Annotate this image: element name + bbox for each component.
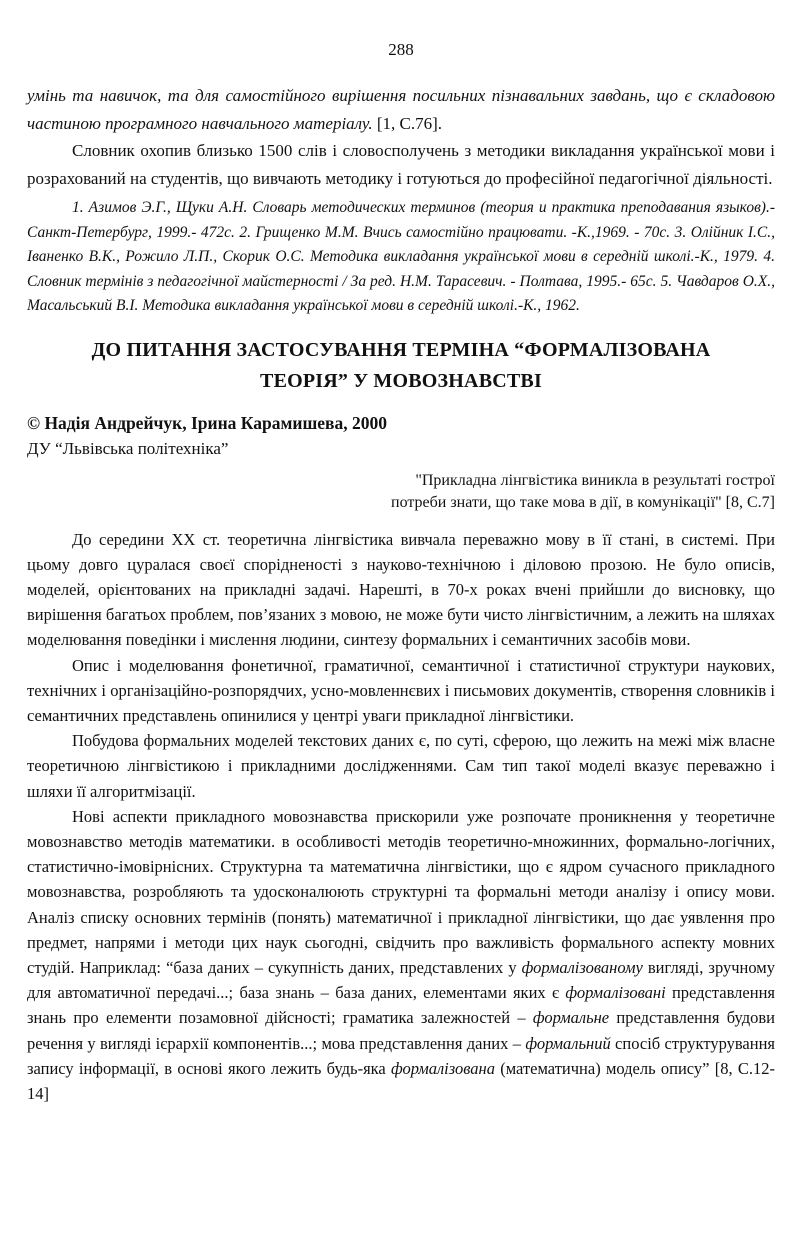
- page-number: 288: [388, 40, 414, 59]
- p4-text: Нові аспекти прикладного мовознавства прискорили уже розпочате проникнення у теоретичне мовознавство методів математики. в особливості методів теоретично-множинних, формально-логічних, статистично-імовірнісних. Структурна та математична лінгвістики, що є ядром сучасного прикладного мовознавства, розробляють та удосконалюють структурні та формальні методи аналізу і опису мови. Аналіз списку основних термінів (понять) математичної і прикладної лінгвістики, що дає уявлення про предмет, напрями і методи цих наук сьогодні, свідчить про важливість формального аспекту мовних студій. Наприклад: “база даних – сукупність даних, представлених у: [27, 806, 775, 977]
- article-title-line2: ТЕОРІЯ” У МОВОЗНАВСТВІ: [260, 369, 542, 392]
- article-body: [27, 527, 775, 1107]
- article-title-line1: ДО ПИТАННЯ ЗАСТОСУВАННЯ ТЕРМІНА “ФОРМАЛІЗОВАНА: [91, 338, 711, 361]
- p4-text: спосіб структурування запису інформації, в основі якого лежить будь-яка: [27, 1033, 776, 1078]
- references-block: 1. Азимов Э.Г., Щуки А.Н. Словарь методических терминов (теория и практика преподавания языков).- Санкт-Петербург, 1999.- 472с. 2. Грищенко М.М. Вчись самостійно працювати. -К.,1969. - 70с. 3. Олійник І.С., Іваненко В.К., Рожило Л.П., Скорик О.С. Методика викладання української мови в середній школі.-К., 1979. 4. Словник термінів з педагогічної майстерності / За ред. Н.М. Тарасевич. - Полтава, 1995.- 65с. 5. Чавдаров О.Х., Масальський В.І. Методика викладання української мови в середній школі.-К., 1962.: [27, 199, 775, 314]
- epigraph-quote: "Прикладна лінгвістика виникла в результаті гострої потреби знати, що таке мова в дії, в комунікації" [8, С.7]: [391, 471, 775, 511]
- p4-italic-term: формалізовані: [565, 983, 666, 1003]
- article-title: [27, 335, 775, 397]
- copyright-authors-line: © Надія Андрейчук, Ірина Карамишева, 2000: [27, 412, 387, 433]
- article-paragraph-3: Побудова формальних моделей текстових даних є, по суті, сферою, що лежить на межі між власне теоретичною лінгвістикою і прикладними дослідженнями. Сам тип такої моделі вказує переважно і шляхи її алгоритмізації.: [27, 731, 775, 801]
- tail-italic-text: умінь та навичок, та для самостійного вирішення посильних пізнавальних завдань, що є складовою частиною програмного навчального матеріалу.: [27, 86, 775, 133]
- affiliation-line: ДУ “Львівська політехніка”: [27, 438, 229, 458]
- p4-italic-term: формальне: [532, 1008, 610, 1028]
- article-paragraph-2: Опис і моделювання фонетичної, граматичної, семантичної і статистичної структури наукових, технічних і організаційно-розпорядчих, усно-мовленнєвих і письмових документів, створення словників і семантичних представлень опинилися у центрі уваги прикладної лінгвістики.: [27, 655, 775, 725]
- previous-article-closing-paragraph: Словник охопив близько 1500 слів і словосполучень з методики викладання української мови і розрахований на студентів, що вивчають методику і готуються до професійної педагогічної діяльності.: [27, 141, 775, 188]
- p4-text: представлення будови речення у вигляді ієрархії компонентів...; мова представлення даних –: [27, 1008, 776, 1053]
- p4-italic-term: формалізована: [391, 1058, 495, 1078]
- p4-text: представлення знань про елементи позамовної дійсності; граматика залежностей –: [27, 983, 775, 1028]
- article-paragraph-4: [27, 804, 775, 1106]
- p4-text: вигляді, зручному для автоматичної передачі...; база знань – база даних, елементами яких є: [27, 957, 775, 1003]
- p4-text: (математична) модель опису” [8, С.12-14]: [27, 1058, 775, 1103]
- previous-article-tail-paragraph: [27, 82, 775, 137]
- tail-citation: [1, С.76].: [372, 113, 443, 133]
- article-paragraph-1: До середини ХХ ст. теоретична лінгвістика вивчала переважно мову в її стані, в системі. При цьому довго цуралася своєї спорідненості з науково-технічною і діловою прозою. Не було описів, моделей, орієнтованих на прикладні задачі. Нарешті, в 70-х роках вчені прийшли до висновку, що вирішення багатьох проблем, пов’язаних з мовою, не може бути чисто лінгвістичним, а лежить на шляхах моделювання поведінки і мислення людини, синтезу формальних і семантичних засобів мови.: [27, 529, 775, 650]
- p4-italic-term: формальний: [525, 1033, 611, 1053]
- p4-italic-term: формалізованому: [521, 957, 643, 977]
